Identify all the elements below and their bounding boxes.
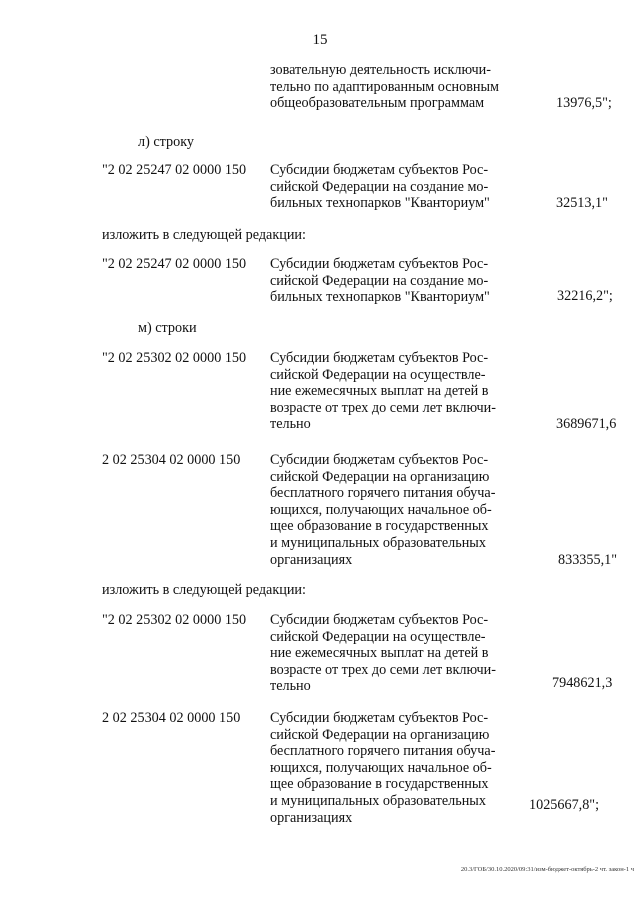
description-line: Субсидии бюджетам субъектов Рос- [270,162,489,178]
row-25247-old-description [270,162,516,212]
description-line: Субсидии бюджетам субъектов Рос- [270,612,489,628]
description-line: зовательную деятельность исключи- [270,62,491,78]
row-25302-old-amount: 3689671,6 [556,416,617,432]
row-25302-new-amount: 7948621,3 [552,675,613,691]
row-25247-new-amount: 32216,2"; [557,288,613,304]
description-line: и муниципальных образовательных [270,534,486,551]
item-l-instruction: изложить в следующей редакции: [102,227,306,243]
row-25302-old-description [270,350,516,433]
description-line: Субсидии бюджетам субъектов Рос- [270,350,489,366]
row-25247-new-code: "2 02 25247 02 0000 150 [102,256,247,272]
description-line: организациях [270,809,353,826]
description-line: сийской Федерации на организацию [270,468,490,485]
description-line: сийской Федерации на создание мо- [270,272,489,289]
row-25302-new-code: "2 02 25302 02 0000 150 [102,612,247,628]
description-line: тельно по адаптированным основным [270,78,499,95]
row-25304-new-code: 2 02 25304 02 0000 150 [102,710,241,726]
description-line: организациях [270,551,353,568]
document-footer: 20.3/ГОБ/30.10.2020/09:31/изм-бюджет-октябрь-2 чт. закон-1 ч [460,866,634,873]
description-line: сийской Федерации на осуществле- [270,366,486,383]
item-m-label: м) строки [138,320,197,336]
page-number: 15 [312,32,328,48]
row-25247-new-description [270,256,516,306]
row-25304-new-amount: 1025667,8"; [529,797,600,813]
item-l-label: л) строку [138,134,194,150]
description-line: бильных технопарков "Кванториум" [270,289,490,306]
description-line: бильных технопарков "Кванториум" [270,195,490,212]
row-25304-old-code: 2 02 25304 02 0000 150 [102,452,241,468]
description-line: возрасте от трех до семи лет включи- [270,661,496,678]
row-25247-old-code: "2 02 25247 02 0000 150 [102,162,247,178]
description-line: щее образование в государственных [270,518,489,535]
continued-description [270,62,516,112]
description-line: Субсидии бюджетам субъектов Рос- [270,710,489,726]
description-line: и муниципальных образовательных [270,792,486,809]
description-line: сийской Федерации на создание мо- [270,178,489,195]
description-line: Субсидии бюджетам субъектов Рос- [270,256,489,272]
row-25302-new-description [270,612,516,695]
description-line: возрасте от трех до семи лет включи- [270,399,496,416]
row-25302-old-code: "2 02 25302 02 0000 150 [102,350,247,366]
description-line: тельно [270,678,311,695]
description-line: общеобразовательным программам [270,95,485,112]
description-line: бесплатного горячего питания обуча- [270,743,496,760]
row-25304-old-description [270,452,516,568]
description-line: ющихся, получающих начальное об- [270,759,492,776]
description-line: Субсидии бюджетам субъектов Рос- [270,452,489,468]
row-25304-old-amount: 833355,1" [558,552,617,568]
description-line: щее образование в государственных [270,776,489,793]
description-line: тельно [270,416,311,433]
row-25247-old-amount: 32513,1" [556,195,608,211]
item-m-instruction: изложить в следующей редакции: [102,582,306,598]
description-line: ние ежемесячных выплат на детей в [270,383,489,400]
description-line: сийской Федерации на осуществле- [270,628,486,645]
row-25304-new-description [270,710,516,826]
description-line: сийской Федерации на организацию [270,726,490,743]
continued-amount: 13976,5"; [556,95,612,111]
description-line: бесплатного горячего питания обуча- [270,485,496,502]
description-line: ющихся, получающих начальное об- [270,501,492,518]
description-line: ние ежемесячных выплат на детей в [270,645,489,662]
